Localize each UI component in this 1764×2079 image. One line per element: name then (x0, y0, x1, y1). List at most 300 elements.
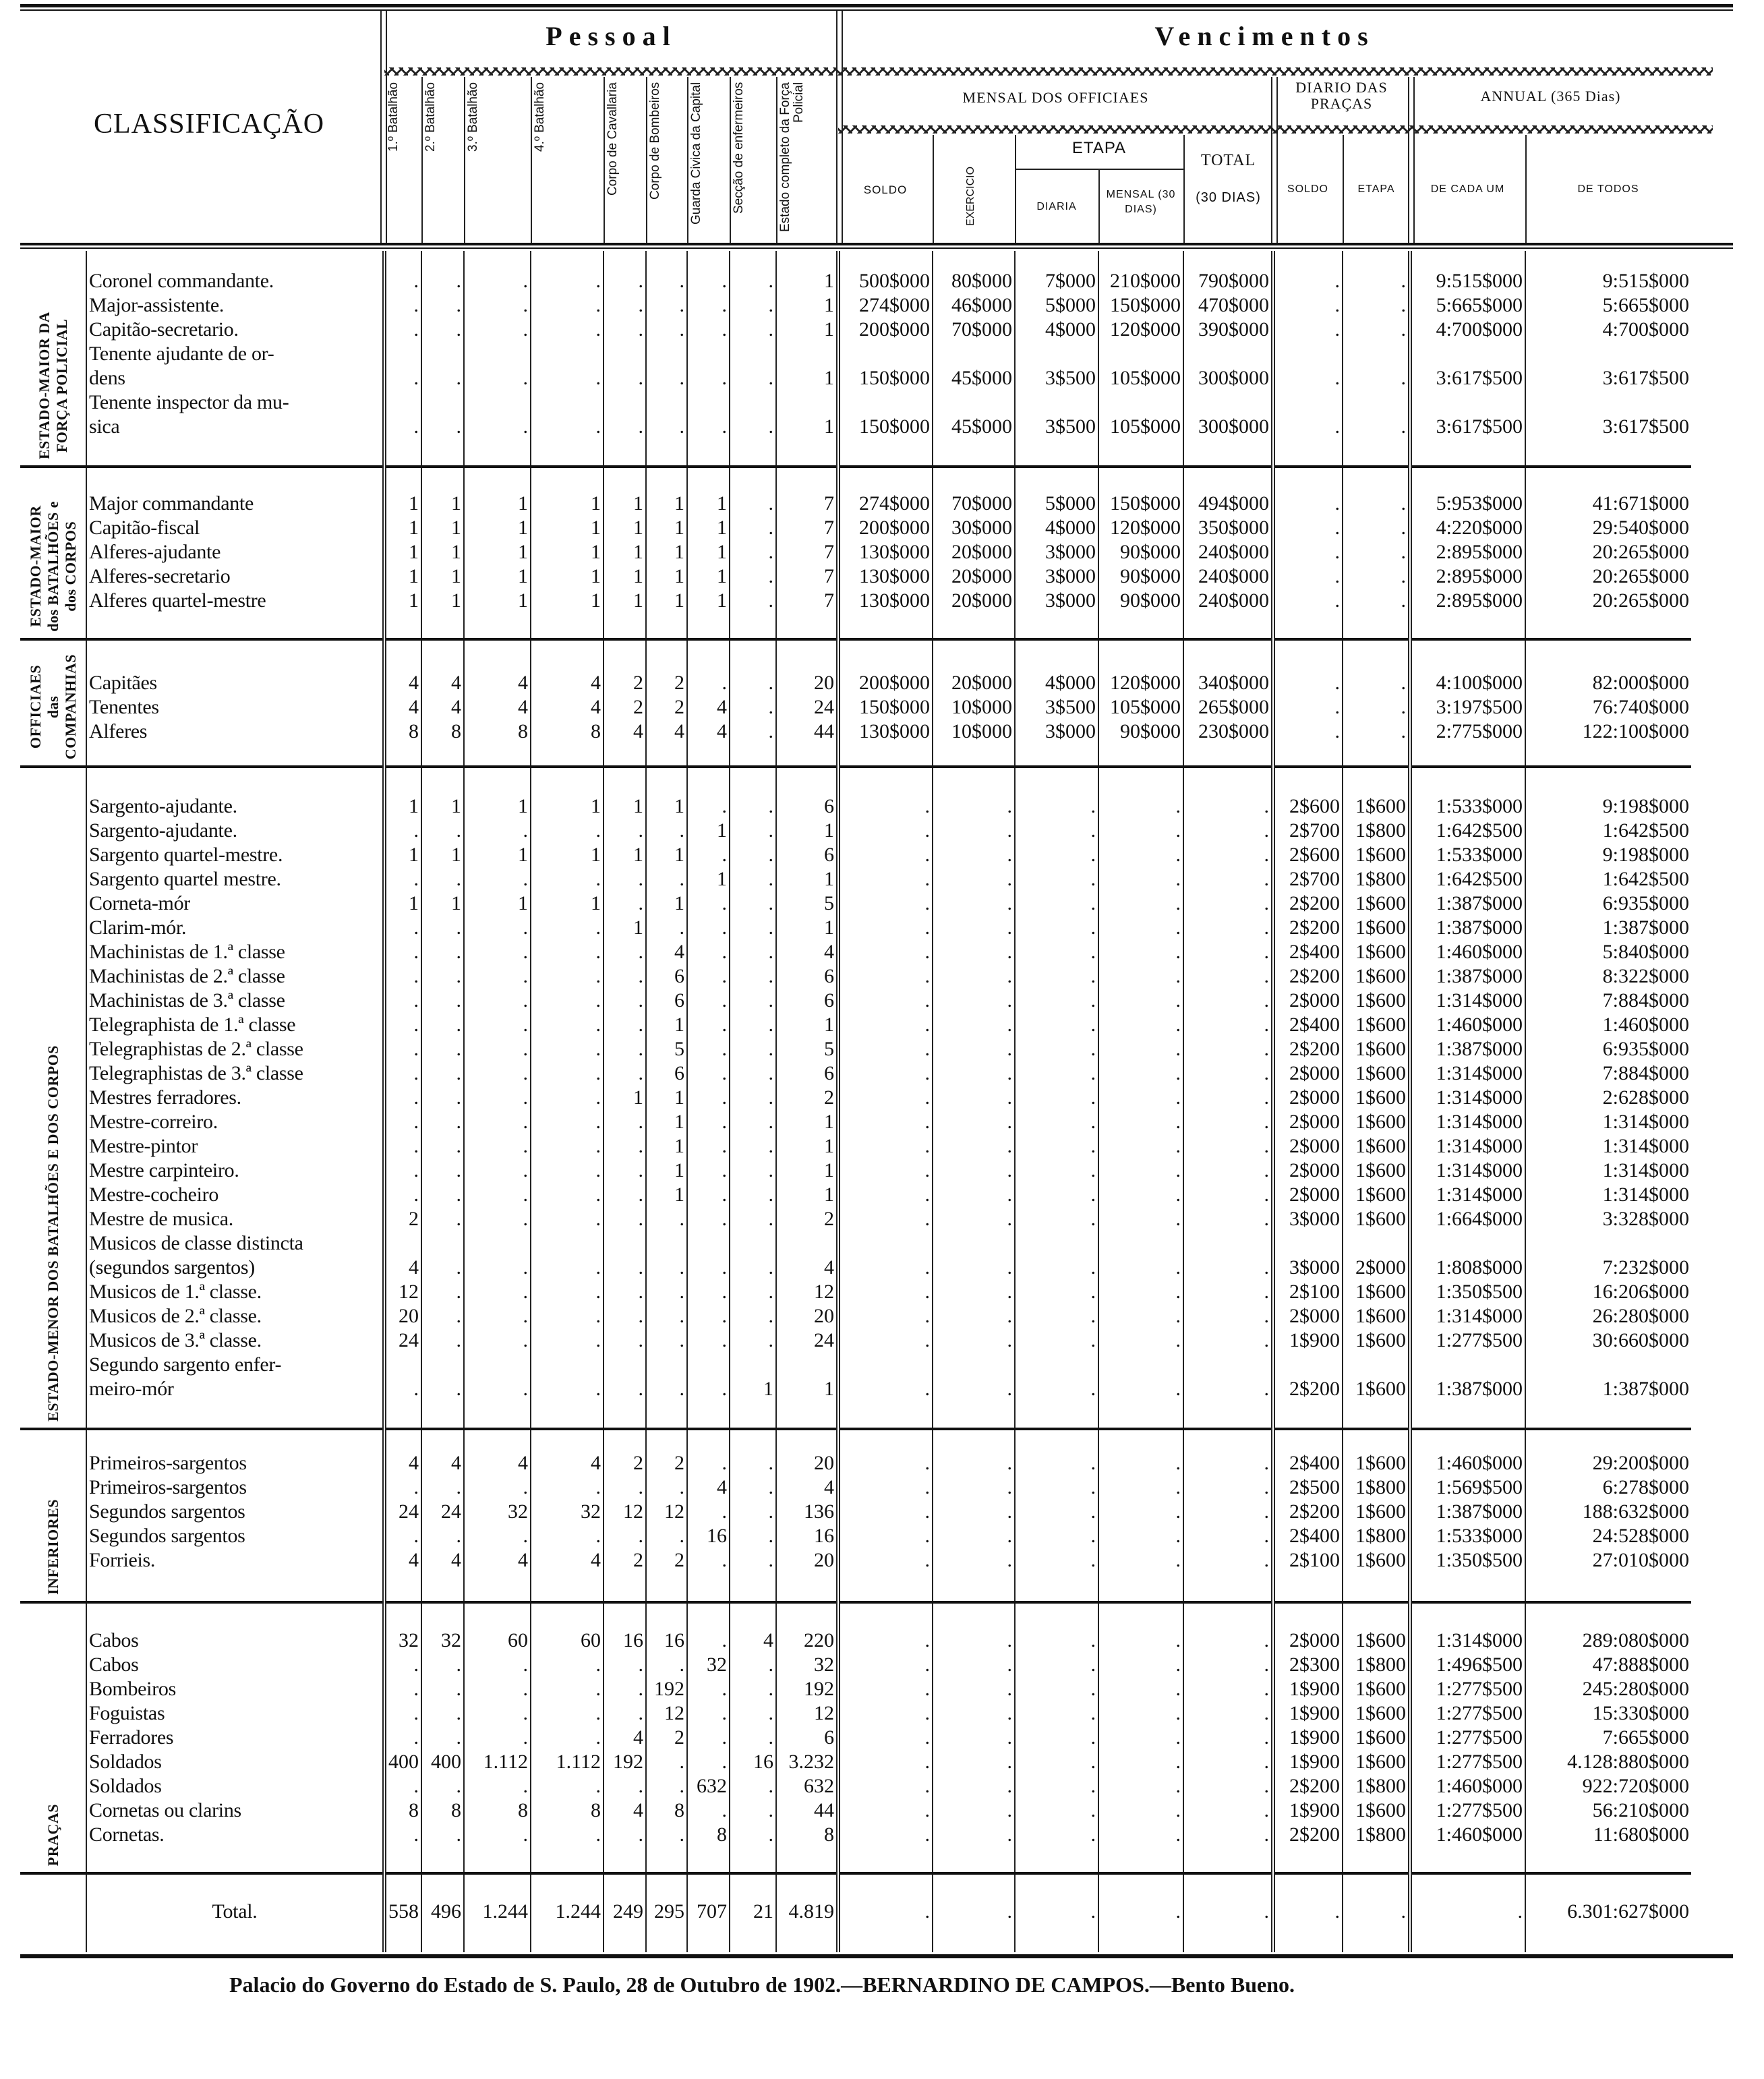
vencimento-cell: . (933, 1353, 1015, 1401)
pessoal-cell: . (464, 1134, 531, 1159)
pessoal-cell: 6 (776, 1061, 838, 1086)
vencimento-cell: . (1015, 1677, 1098, 1701)
vencimento-cell: . (1098, 1750, 1183, 1774)
vencimento-cell: . (1343, 720, 1410, 744)
table-row (20, 695, 1691, 720)
vencimento-cell: 210$000 (1098, 269, 1183, 293)
vencimento-cell: 150$000 (1098, 492, 1183, 516)
pessoal-cell: 4 (730, 1629, 776, 1653)
vencimento-cell: 1:642$500 (1410, 867, 1525, 891)
pessoal-cell: . (384, 916, 421, 940)
vencimento-cell: 1:277$500 (1410, 1328, 1525, 1353)
spacer-cell (1410, 1429, 1525, 1451)
pessoal-column-header: 4.º Batalhão (533, 82, 547, 152)
vencimento-cell: 245:280$000 (1525, 1677, 1691, 1701)
spacer-cell (646, 467, 687, 492)
spacer-cell (464, 1429, 531, 1451)
pessoal-cell: 1 (604, 540, 646, 564)
vencimento-cell: . (838, 1726, 933, 1750)
vencimento-cell: 20:265$000 (1525, 589, 1691, 613)
spacer-cell (1273, 767, 1343, 794)
table-row (20, 540, 1691, 564)
spacer-cell (86, 467, 384, 492)
pessoal-cell: . (464, 819, 531, 843)
vencimento-cell: 2$200 (1273, 1353, 1343, 1401)
vencimento-cell: 1:277$500 (1410, 1677, 1525, 1701)
pessoal-cell: . (687, 1134, 730, 1159)
group-label (20, 467, 86, 639)
spacer-cell (1273, 1429, 1343, 1451)
spacer-cell (1098, 1429, 1183, 1451)
vencimento-cell: 1$600 (1343, 1207, 1410, 1231)
vencimento-cell: 390$000 (1183, 318, 1273, 342)
spacer-cell (646, 1401, 687, 1429)
pessoal-cell: 1 (646, 891, 687, 916)
vencimento-cell: . (1273, 516, 1343, 540)
pessoal-cell: 1 (384, 794, 421, 819)
vencimento-cell: 45$000 (933, 390, 1015, 439)
vencimento-cell: . (1098, 867, 1183, 891)
spacer-cell (1410, 439, 1525, 467)
spacer-cell (1273, 1401, 1343, 1429)
pessoal-cell: . (687, 1750, 730, 1774)
vencimento-cell: 1:387$000 (1525, 1353, 1691, 1401)
vencimento-cell: 2$000 (1273, 1086, 1343, 1110)
vencimento-cell: . (1098, 1726, 1183, 1750)
spacer-cell (838, 639, 933, 671)
spacer-cell (1183, 1429, 1273, 1451)
spacer-row (20, 767, 1691, 794)
pessoal-cell: 1 (421, 492, 464, 516)
pessoal-cell: . (384, 342, 421, 390)
pessoal-cell: . (730, 589, 776, 613)
pessoal-cell: 8 (384, 720, 421, 744)
pessoal-cell: . (687, 390, 730, 439)
group-label-text: ESTADO-MAIOR DA FORÇA POLICIAL (35, 311, 70, 459)
spacer-cell (933, 613, 1015, 639)
vencimento-cell: . (1015, 1500, 1098, 1524)
spacer-cell (86, 1602, 384, 1629)
pessoal-cell: . (646, 1524, 687, 1548)
spacer-cell (1183, 439, 1273, 467)
pessoal-cell: 1 (776, 293, 838, 318)
diaria-heading: DIARIA (1036, 201, 1077, 212)
spacer-cell (1015, 613, 1098, 639)
spacer-cell (531, 1573, 604, 1602)
spacer-cell (604, 1573, 646, 1602)
spacer-cell (384, 639, 421, 671)
vencimento-cell: . (1098, 1328, 1183, 1353)
spacer-cell (933, 767, 1015, 794)
vencimento-cell: 1:314$000 (1525, 1110, 1691, 1134)
vencimento-cell: . (1098, 1037, 1183, 1061)
vencimento-cell: 70$000 (933, 318, 1015, 342)
vencimento-cell: 1:460$000 (1410, 1823, 1525, 1847)
pessoal-cell: . (730, 1475, 776, 1500)
spacer-cell (646, 613, 687, 639)
praca-etapa-heading: ETAPA (1357, 183, 1395, 195)
vencimento-cell: . (933, 1280, 1015, 1304)
pessoal-cell: 1 (421, 589, 464, 613)
pessoal-cell: 5 (776, 891, 838, 916)
spacer-cell (838, 613, 933, 639)
vencimento-cell: 2:895$000 (1410, 564, 1525, 589)
spacer-cell (604, 1429, 646, 1451)
vencimento-cell: . (933, 1304, 1015, 1328)
spacer-cell (1525, 1924, 1691, 1952)
vencimento-cell: . (933, 1451, 1015, 1475)
pessoal-cell: . (687, 1500, 730, 1524)
pessoal-cell: . (604, 819, 646, 843)
table-row (20, 1548, 1691, 1573)
pessoal-cell: . (687, 1328, 730, 1353)
spacer-cell (1525, 744, 1691, 767)
spacer-cell (646, 744, 687, 767)
spacer-cell (933, 1847, 1015, 1873)
pessoal-cell: 60 (531, 1629, 604, 1653)
pessoal-cell: . (604, 1304, 646, 1328)
row-label: Machinistas de 2.ª classe (86, 964, 384, 989)
pessoal-cell: . (646, 819, 687, 843)
spacer-cell (86, 1847, 384, 1873)
vencimento-cell: 1:387$000 (1410, 891, 1525, 916)
pessoal-cell: 4 (776, 940, 838, 964)
spacer-cell (838, 744, 933, 767)
pessoal-cell: . (604, 1475, 646, 1500)
pessoal-cell: . (687, 293, 730, 318)
vencimento-cell: 1:387$000 (1525, 916, 1691, 940)
vencimento-cell: 200$000 (838, 516, 933, 540)
spacer-cell (531, 1924, 604, 1952)
vencimento-cell: . (1015, 940, 1098, 964)
vencimento-cell: 2$000 (1273, 989, 1343, 1013)
pessoal-cell: 32 (531, 1500, 604, 1524)
pessoal-cell: . (646, 1353, 687, 1401)
vencimento-cell: 20$000 (933, 589, 1015, 613)
pessoal-cell: . (421, 867, 464, 891)
spacer-cell (776, 639, 838, 671)
column-divider (933, 135, 934, 244)
spacer-cell (384, 744, 421, 767)
vencimento-cell: 2$000 (1273, 1110, 1343, 1134)
pessoal-cell: 24 (776, 1328, 838, 1353)
vencimento-cell: 3$000 (1273, 1207, 1343, 1231)
pessoal-cell: . (531, 819, 604, 843)
pessoal-cell: . (384, 1086, 421, 1110)
column-divider (604, 77, 605, 244)
vencimento-cell: . (1343, 318, 1410, 342)
pessoal-cell: . (421, 390, 464, 439)
vencimento-cell: 1:387$000 (1410, 916, 1525, 940)
pessoal-cell: 220 (776, 1629, 838, 1653)
vencimento-cell: . (1183, 1701, 1273, 1726)
spacer-cell (776, 613, 838, 639)
total-30-heading: (30 DIAS) (1196, 190, 1261, 205)
vencimento-cell: . (933, 1750, 1015, 1774)
vencimento-cell: . (1015, 1798, 1098, 1823)
pessoal-cell: . (421, 1353, 464, 1401)
pessoal-cell: . (730, 1823, 776, 1847)
vencimento-cell: 350$000 (1183, 516, 1273, 540)
spacer-cell (646, 1602, 687, 1629)
spacer-cell (604, 1602, 646, 1629)
pessoal-cell: . (730, 516, 776, 540)
pessoal-heading: Pessoal (546, 21, 677, 51)
vencimento-cell: . (1183, 1013, 1273, 1037)
pessoal-cell: . (421, 1280, 464, 1304)
spacer-cell (838, 1573, 933, 1602)
spacer-cell (531, 1873, 604, 1900)
table-row (20, 342, 1691, 390)
spacer-cell (1343, 1847, 1410, 1873)
pessoal-cell: 1 (384, 891, 421, 916)
pessoal-cell: 7 (776, 516, 838, 540)
vencimento-cell: . (1183, 1774, 1273, 1798)
spacer-cell (86, 1429, 384, 1451)
spacer-cell (776, 767, 838, 794)
spacer-cell (1343, 1573, 1410, 1602)
pessoal-cell: 1 (421, 891, 464, 916)
vencimento-cell: 122:100$000 (1525, 720, 1691, 744)
pessoal-cell: . (464, 1701, 531, 1726)
vencimento-cell: . (1098, 1500, 1183, 1524)
pessoal-cell: . (730, 916, 776, 940)
pessoal-cell: 1 (384, 564, 421, 589)
pessoal-cell: 4 (604, 720, 646, 744)
vencimento-cell: . (838, 1524, 933, 1548)
pessoal-cell: 1 (531, 492, 604, 516)
spacer-cell (531, 1847, 604, 1873)
spacer-cell (1098, 1847, 1183, 1873)
pessoal-cell: 12 (604, 1500, 646, 1524)
vencimento-cell: . (1098, 940, 1183, 964)
spacer-cell (464, 1401, 531, 1429)
vencimento-cell: . (1183, 867, 1273, 891)
spacer-row (20, 613, 1691, 639)
pessoal-column-header: Guarda Civica da Capital (689, 82, 703, 225)
pessoal-cell: . (730, 269, 776, 293)
pessoal-cell: 6 (776, 1726, 838, 1750)
vencimento-cell: 130$000 (838, 540, 933, 564)
pessoal-cell: . (730, 1548, 776, 1573)
vencimento-cell: . (1183, 1900, 1273, 1924)
pessoal-cell: . (730, 964, 776, 989)
pessoal-cell: . (604, 1134, 646, 1159)
vencimento-cell: . (1343, 589, 1410, 613)
spacer-cell (933, 467, 1015, 492)
spacer-cell (1273, 1873, 1343, 1900)
pessoal-cell: . (604, 891, 646, 916)
group-label (20, 639, 86, 767)
vencimento-cell: 790$000 (1183, 269, 1273, 293)
pessoal-cell: . (384, 1823, 421, 1847)
vencimento-cell: . (933, 989, 1015, 1013)
vencimento-cell: . (1183, 1280, 1273, 1304)
row-label: Foguistas (86, 1701, 384, 1726)
spacer-cell (464, 1573, 531, 1602)
pessoal-cell: 20 (776, 1548, 838, 1573)
vencimento-cell: 1$600 (1343, 1677, 1410, 1701)
vencimento-cell: 1$900 (1273, 1750, 1343, 1774)
column-divider (531, 77, 532, 244)
pessoal-cell: . (421, 1653, 464, 1677)
row-label: Machinistas de 1.ª classe (86, 940, 384, 964)
vencimento-cell: . (1273, 671, 1343, 695)
pessoal-cell: 1 (687, 564, 730, 589)
pessoal-cell: 1 (604, 843, 646, 867)
group-label (20, 767, 86, 1429)
pessoal-cell: 6 (776, 794, 838, 819)
pessoal-cell: . (730, 1280, 776, 1304)
vencimento-cell: 1$600 (1343, 1183, 1410, 1207)
table-row (20, 1750, 1691, 1774)
vencimento-cell: . (838, 1280, 933, 1304)
spacer-cell (1410, 1573, 1525, 1602)
pessoal-cell: 1 (531, 843, 604, 867)
vencimento-cell: 240$000 (1183, 589, 1273, 613)
table-row (20, 1500, 1691, 1524)
spacer-cell (86, 439, 384, 467)
vencimento-cell: 90$000 (1098, 589, 1183, 613)
column-divider (464, 77, 465, 244)
pessoal-cell: 8 (384, 1798, 421, 1823)
vencimento-cell: . (933, 1629, 1015, 1653)
pessoal-cell: . (730, 1086, 776, 1110)
pessoal-cell: . (384, 1353, 421, 1401)
vencimento-cell: 3:197$500 (1410, 695, 1525, 720)
pessoal-cell: 1 (646, 564, 687, 589)
spacer-cell (1098, 1873, 1183, 1900)
table-row (20, 1134, 1691, 1159)
spacer-cell (384, 1573, 421, 1602)
spacer-cell (776, 744, 838, 767)
vencimento-cell: 1:314$000 (1410, 1061, 1525, 1086)
vencimento-cell: . (838, 1013, 933, 1037)
spacer-cell (776, 1602, 838, 1629)
spacer-cell (838, 1602, 933, 1629)
spacer-cell (1343, 1602, 1410, 1629)
spacer-cell (646, 1429, 687, 1451)
pessoal-cell: 1 (776, 867, 838, 891)
vencimento-cell: 150$000 (838, 390, 933, 439)
vencimento-cell: 20$000 (933, 540, 1015, 564)
table-row (20, 1677, 1691, 1701)
pessoal-cell: . (687, 342, 730, 390)
spacer-cell (464, 744, 531, 767)
pessoal-cell: . (384, 1013, 421, 1037)
vencimento-cell: 4:700$000 (1410, 318, 1525, 342)
pessoal-cell: 2 (384, 1207, 421, 1231)
table-row (20, 1159, 1691, 1183)
pessoal-cell: . (384, 1653, 421, 1677)
spacer-cell (1098, 1401, 1183, 1429)
vencimento-cell: 2$200 (1273, 1037, 1343, 1061)
pessoal-cell: . (730, 671, 776, 695)
spacer-cell (1098, 467, 1183, 492)
vencimento-cell: . (838, 1900, 933, 1924)
vencimento-cell: . (1273, 269, 1343, 293)
group-label-text: INFERIORES (44, 1499, 61, 1595)
spacer-cell (464, 439, 531, 467)
pessoal-cell: 2 (646, 671, 687, 695)
vencimento-cell: . (1183, 1159, 1273, 1183)
spacer-cell (1343, 1429, 1410, 1451)
table-row (20, 940, 1691, 964)
spacer-cell (1273, 1602, 1343, 1629)
spacer-cell (384, 467, 421, 492)
pessoal-cell: 6 (646, 964, 687, 989)
pessoal-cell: . (730, 1774, 776, 1798)
table-row (20, 1823, 1691, 1847)
spacer-cell (730, 1429, 776, 1451)
vencimento-cell: 82:000$000 (1525, 671, 1691, 695)
column-divider (1271, 77, 1278, 244)
pessoal-cell: 8 (421, 720, 464, 744)
table-row (20, 1280, 1691, 1304)
spacer-cell (933, 744, 1015, 767)
pessoal-cell: 4 (687, 720, 730, 744)
vencimento-cell: 2$200 (1273, 916, 1343, 940)
vencimento-cell: 1$800 (1343, 867, 1410, 891)
spacer-cell (1410, 467, 1525, 492)
pessoal-cell: . (464, 964, 531, 989)
vencimento-cell: 1$900 (1273, 1726, 1343, 1750)
pessoal-column-header: Corpo de Bombeiros (648, 82, 662, 200)
row-label: Musicos de 2.ª classe. (86, 1304, 384, 1328)
pessoal-cell: . (531, 1183, 604, 1207)
section (20, 1429, 1691, 1602)
pessoal-cell: . (531, 269, 604, 293)
pessoal-cell: . (730, 940, 776, 964)
pessoal-cell: . (384, 293, 421, 318)
spacer-cell (604, 467, 646, 492)
header-rule (20, 243, 1733, 245)
pessoal-cell: . (531, 1524, 604, 1548)
spacer-cell (1525, 467, 1691, 492)
spacer-cell (1098, 613, 1183, 639)
pessoal-cell: 4 (464, 671, 531, 695)
table-row (20, 1231, 1691, 1280)
pessoal-cell: . (604, 1353, 646, 1401)
spacer-cell (1098, 1573, 1183, 1602)
row-label: Mestre-pintor (86, 1134, 384, 1159)
vencimento-cell: 3:328$000 (1525, 1207, 1691, 1231)
spacer-cell (646, 1873, 687, 1900)
vencimento-cell: . (1343, 695, 1410, 720)
pessoal-cell: 32 (464, 1500, 531, 1524)
vencimento-cell: . (838, 1037, 933, 1061)
spacer-cell (776, 1924, 838, 1952)
pessoal-cell: 6 (776, 989, 838, 1013)
column-divider (836, 11, 843, 244)
pessoal-cell: . (464, 269, 531, 293)
pessoal-cell: . (730, 891, 776, 916)
pessoal-cell: 1 (687, 589, 730, 613)
vencimento-cell: 9:198$000 (1525, 843, 1691, 867)
spacer-cell (730, 744, 776, 767)
vencimento-cell: 7:884$000 (1525, 989, 1691, 1013)
pessoal-cell: . (531, 1677, 604, 1701)
vencimento-cell: . (1183, 1823, 1273, 1847)
pessoal-cell: 1 (531, 540, 604, 564)
pessoal-cell: . (464, 318, 531, 342)
vencimento-cell: 274$000 (838, 492, 933, 516)
vencimento-cell: 240$000 (1183, 540, 1273, 564)
pessoal-cell: . (730, 1500, 776, 1524)
table-row (20, 318, 1691, 342)
pessoal-cell: 1 (464, 891, 531, 916)
pessoal-cell: . (531, 1086, 604, 1110)
